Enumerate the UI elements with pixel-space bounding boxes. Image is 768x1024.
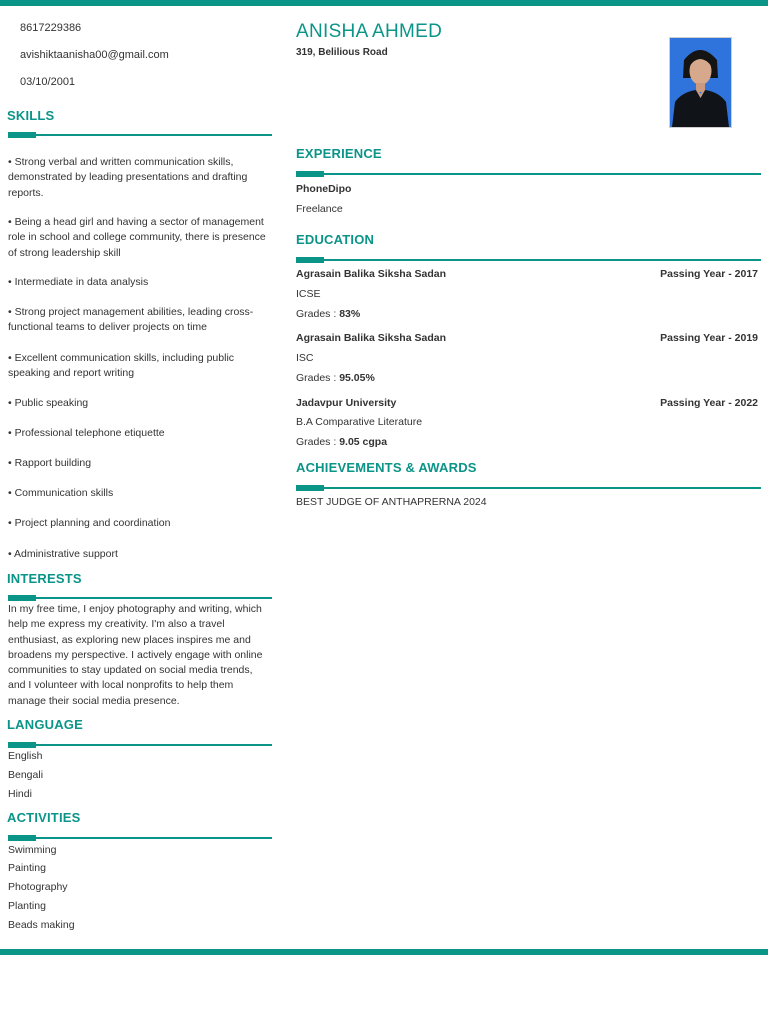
activity-item: Painting bbox=[8, 862, 46, 874]
grades-label: Grades : bbox=[296, 436, 340, 448]
achievements-heading: ACHIEVEMENTS & AWARDS bbox=[296, 460, 477, 475]
phone-number: 8617229386 bbox=[20, 22, 82, 34]
skills-rule bbox=[8, 134, 272, 136]
education-grade-line bbox=[296, 372, 375, 384]
achievement-item: BEST JUDGE OF ANTHAPRERNA 2024 bbox=[296, 496, 487, 508]
skill-item: • Administrative support bbox=[8, 548, 118, 560]
top-accent-bar bbox=[0, 0, 768, 6]
experience-company: PhoneDipo bbox=[296, 183, 352, 195]
interests-rule bbox=[8, 597, 272, 599]
candidate-address: 319, Belilious Road bbox=[296, 47, 388, 58]
education-school: Agrasain Balika Siksha Sadan bbox=[296, 332, 446, 344]
skill-item: • Communication skills bbox=[8, 487, 114, 499]
activity-item: Beads making bbox=[8, 919, 75, 931]
grade-value: 9.05 cgpa bbox=[339, 436, 388, 448]
interests-text: In my free time, I enjoy photography and writing, which help me express my creativity. I'm also a travel enthusiast, as exploring new places inspires me and broadens my perspective. I actively engage with online communities to stay updated on social media trends, and I volunteer with local nonprofits to help them manage their social media presence. bbox=[8, 603, 263, 707]
education-board: ICSE bbox=[296, 288, 321, 300]
achievements-rule bbox=[296, 487, 761, 489]
education-grade-line bbox=[296, 308, 360, 320]
skill-item: • Strong project management abilities, leading cross-functional teams to deliver projects on time bbox=[8, 306, 254, 334]
activity-item: Planting bbox=[8, 900, 46, 912]
activities-heading: ACTIVITIES bbox=[7, 810, 81, 825]
skills-heading: SKILLS bbox=[7, 108, 55, 123]
bottom-accent-bar bbox=[0, 949, 768, 955]
grade-value: 83% bbox=[339, 308, 361, 320]
grades-label: Grades : bbox=[296, 372, 340, 384]
profile-photo bbox=[669, 37, 732, 128]
language-item: Bengali bbox=[8, 769, 44, 781]
language-item: English bbox=[8, 750, 43, 762]
language-rule bbox=[8, 744, 272, 746]
experience-role: Freelance bbox=[296, 203, 343, 215]
education-school: Jadavpur University bbox=[296, 397, 397, 409]
education-heading: EDUCATION bbox=[296, 232, 375, 247]
language-heading: LANGUAGE bbox=[7, 717, 83, 732]
education-rule bbox=[296, 259, 761, 261]
education-year: Passing Year - 2022 bbox=[660, 397, 758, 409]
activity-item: Photography bbox=[8, 881, 68, 893]
skill-item: • Intermediate in data analysis bbox=[8, 276, 149, 288]
interests-heading: INTERESTS bbox=[7, 571, 82, 586]
language-item: Hindi bbox=[8, 788, 32, 800]
grade-value: 95.05% bbox=[339, 372, 375, 384]
skill-item: • Being a head girl and having a sector of management role in school and college community, there is presence of strong leadership skill bbox=[8, 216, 266, 259]
activities-rule bbox=[8, 837, 272, 839]
skill-item: • Professional telephone etiquette bbox=[8, 427, 165, 439]
experience-heading: EXPERIENCE bbox=[296, 146, 382, 161]
person-photo-icon bbox=[670, 38, 731, 127]
skill-item: • Project planning and coordination bbox=[8, 517, 171, 529]
skill-item: • Public speaking bbox=[8, 397, 89, 409]
education-board: ISC bbox=[296, 352, 314, 364]
email-address: avishiktaanisha00@gmail.com bbox=[20, 49, 169, 61]
grades-label: Grades : bbox=[296, 308, 340, 320]
skill-item: • Excellent communication skills, including public speaking and report writing bbox=[8, 352, 235, 380]
education-year: Passing Year - 2019 bbox=[660, 332, 758, 344]
skill-item: • Rapport building bbox=[8, 457, 92, 469]
activity-item: Swimming bbox=[8, 844, 57, 856]
experience-rule bbox=[296, 173, 761, 175]
skill-item: • Strong verbal and written communication skills, demonstrated by leading presentations and drafting reports. bbox=[8, 156, 248, 199]
education-school: Agrasain Balika Siksha Sadan bbox=[296, 268, 446, 280]
education-year: Passing Year - 2017 bbox=[660, 268, 758, 280]
education-grade-line bbox=[296, 436, 387, 448]
date-of-birth: 03/10/2001 bbox=[20, 76, 76, 88]
education-board: B.A Comparative Literature bbox=[296, 416, 423, 428]
candidate-name: ANISHA AHMED bbox=[296, 21, 443, 42]
